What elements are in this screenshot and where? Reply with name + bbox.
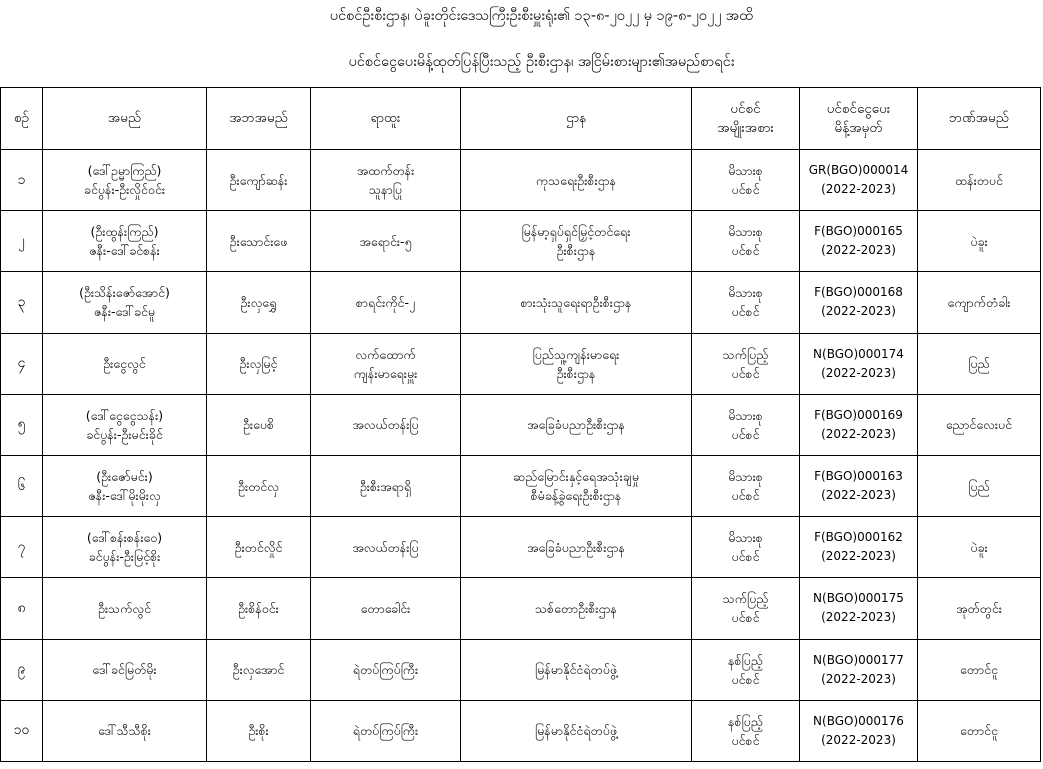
cell-pension-type: နစ်ပြည့် ပင်စင်: [692, 639, 800, 700]
cell-no: ၁: [1, 150, 43, 211]
header-father-name: အဘအမည်: [207, 88, 311, 150]
cell-no: ၂: [1, 211, 43, 272]
cell-no: ၆: [1, 455, 43, 516]
cell-department: အခြေခံပညာဦးစီးဌာန: [461, 517, 692, 578]
cell-order-number: F(BGO)000169 (2022-2023): [800, 394, 918, 455]
cell-bank: ပြည်: [918, 333, 1041, 394]
cell-bank: ထန်းတပင်: [918, 150, 1041, 211]
table-row: [1, 272, 1041, 333]
table-row: [1, 517, 1041, 578]
cell-bank: ပြည်: [918, 455, 1041, 516]
cell-pension-type: သက်ပြည့် ပင်စင်: [692, 333, 800, 394]
cell-father-name: ဦးတင်လှိုင်: [207, 517, 311, 578]
cell-pension-type: မိသားစု ပင်စင်: [692, 211, 800, 272]
cell-name: ဦးသက်လွင်: [43, 578, 207, 639]
header-no: စဉ်: [1, 88, 43, 150]
cell-department: ကုသရေးဦးစီးဌာန: [461, 150, 692, 211]
cell-department: မြန်မာနိုင်ငံရဲတပ်ဖွဲ့: [461, 639, 692, 700]
cell-rank: အရောင်း-၅: [311, 211, 461, 272]
cell-no: ၁၀: [1, 700, 43, 761]
cell-order-number: N(BGO)000175 (2022-2023): [800, 578, 918, 639]
cell-order-number: F(BGO)000162 (2022-2023): [800, 517, 918, 578]
header-name: အမည်: [43, 88, 207, 150]
cell-father-name: ဦးကျော်ဆန်း: [207, 150, 311, 211]
table-row: [1, 700, 1041, 761]
cell-name: (ဒေါ်စန်းစန်းဝေ) ခင်ပွန်း-ဦးမြင့်စိုး: [43, 517, 207, 578]
cell-order-number: GR(BGO)000014 (2022-2023): [800, 150, 918, 211]
cell-name: (ဒေါ်ဥမ္မာကြည်) ခင်ပွန်း-ဦးလှိုင်ဝင်း: [43, 150, 207, 211]
cell-rank: ရဲတပ်ကြပ်ကြီး: [311, 639, 461, 700]
cell-pension-type: မိသားစု ပင်စင်: [692, 394, 800, 455]
cell-bank: အုတ်တွင်း: [918, 578, 1041, 639]
cell-rank: စာရင်းကိုင်-၂: [311, 272, 461, 333]
pensioners-table: [0, 87, 1041, 762]
cell-no: ၃: [1, 272, 43, 333]
cell-department: အခြေခံပညာဦးစီးဌာန: [461, 394, 692, 455]
cell-bank: ကျောက်တံခါး: [918, 272, 1041, 333]
cell-name: ဦးငွေလွင်: [43, 333, 207, 394]
header-row: [1, 88, 1041, 150]
cell-bank: တောင်ငူ: [918, 639, 1041, 700]
table-row: [1, 150, 1041, 211]
table-row: [1, 394, 1041, 455]
document-title: ပင်စင်ဦးစီးဌာန၊ ပဲခူးတိုင်းဒေသကြီးဦးစီးမှူးရုံး၏ ၁၃-၈-၂၀၂၂ မှ ၁၉-၈-၂၀၂၂ အထိ: [329, 8, 754, 24]
cell-rank: အလယ်တန်းပြ: [311, 517, 461, 578]
table-body: [1, 150, 1041, 762]
cell-name: ဒေါ်ခင်မြတ်မိုး: [43, 639, 207, 700]
cell-pension-type: သက်ပြည့် ပင်စင်: [692, 578, 800, 639]
cell-pension-type: မိသားစု ပင်စင်: [692, 272, 800, 333]
cell-order-number: N(BGO)000177 (2022-2023): [800, 639, 918, 700]
cell-no: ၄: [1, 333, 43, 394]
table-row: [1, 211, 1041, 272]
cell-no: ၉: [1, 639, 43, 700]
table-row: [1, 639, 1041, 700]
document-subtitle: ပင်စင်ငွေပေးမိန့်ထုတ်ပြန်ပြီးသည့် ဦးစီးဌာန၊ အငြိမ်းစားများ၏အမည်စာရင်း: [348, 54, 735, 70]
cell-bank: ပဲခူး: [918, 211, 1041, 272]
cell-father-name: ဦးတင်လှ: [207, 455, 311, 516]
cell-department: ဆည်မြောင်းနှင့်ရေအသုံးချမှု စီမံခန့်ခွဲရေးဦးစီးဌာန: [461, 455, 692, 516]
cell-father-name: ဦးစိုး: [207, 700, 311, 761]
cell-father-name: ဦးစိန်ဝင်း: [207, 578, 311, 639]
cell-department: စားသုံးသူရေးရာဦးစီးဌာန: [461, 272, 692, 333]
cell-department: မြန်မာနိုင်ငံရဲတပ်ဖွဲ့: [461, 700, 692, 761]
cell-rank: ဦးစီးအရာရှိ: [311, 455, 461, 516]
cell-pension-type: နစ်ပြည့် ပင်စင်: [692, 700, 800, 761]
cell-bank: ပဲခူး: [918, 517, 1041, 578]
cell-bank: ညောင်လေးပင်: [918, 394, 1041, 455]
cell-bank: တောင်ငူ: [918, 700, 1041, 761]
cell-no: ၇: [1, 517, 43, 578]
cell-pension-type: မိသားစု ပင်စင်: [692, 517, 800, 578]
header-rank: ရာထူး: [311, 88, 461, 150]
cell-order-number: F(BGO)000168 (2022-2023): [800, 272, 918, 333]
table-row: [1, 455, 1041, 516]
cell-rank: ရဲတပ်ကြပ်ကြီး: [311, 700, 461, 761]
cell-rank: လက်ထောက် ကျန်းမာရေးမှူး: [311, 333, 461, 394]
cell-rank: အလယ်တန်းပြ: [311, 394, 461, 455]
cell-name: ဒေါ်သီသီစိုး: [43, 700, 207, 761]
cell-no: ၈: [1, 578, 43, 639]
cell-name: (ဦးဇော်မင်း) ဇနီး-ဒေါ်မိုးမိုးလှ: [43, 455, 207, 516]
cell-father-name: ဦးသောင်းဖေ: [207, 211, 311, 272]
cell-order-number: F(BGO)000163 (2022-2023): [800, 455, 918, 516]
cell-department: မြန်မာ့ရှပ်ရှင်မြှင့်တင်ရေး ဦးစီးဌာန: [461, 211, 692, 272]
cell-father-name: ဦးပေစိ: [207, 394, 311, 455]
cell-order-number: N(BGO)000174 (2022-2023): [800, 333, 918, 394]
header-department: ဌာန: [461, 88, 692, 150]
header-order-number: ပင်စင်ငွေပေး မိန့်အမှတ်: [800, 88, 918, 150]
cell-name: (ဒေါ်ငွေငွေသန်း) ခင်ပွန်း-ဦးမင်းခိုင်: [43, 394, 207, 455]
table-row: [1, 333, 1041, 394]
header-pension-type: ပင်စင် အမျိုးအစား: [692, 88, 800, 150]
cell-rank: တောခေါင်း: [311, 578, 461, 639]
cell-department: သစ်တောဦးစီးဌာန: [461, 578, 692, 639]
cell-father-name: ဦးလှရွှေ: [207, 272, 311, 333]
cell-rank: အထက်တန်း သူနာပြု: [311, 150, 461, 211]
cell-no: ၅: [1, 394, 43, 455]
cell-department: ပြည်သူ့ကျန်းမာရေး ဦးစီးဌာန: [461, 333, 692, 394]
cell-pension-type: မိသားစု ပင်စင်: [692, 455, 800, 516]
cell-name: (ဦးထွန်းကြည်) ဇနီး-ဒေါ်ခင်စန်း: [43, 211, 207, 272]
header-bank: ဘဏ်အမည်: [918, 88, 1041, 150]
cell-name: (ဦးသိန်းဇော်အောင်) ဇနီး-ဒေါ်ခင်မူ: [43, 272, 207, 333]
cell-order-number: F(BGO)000165 (2022-2023): [800, 211, 918, 272]
cell-order-number: N(BGO)000176 (2022-2023): [800, 700, 918, 761]
table-row: [1, 578, 1041, 639]
cell-father-name: ဦးလှမြင့်: [207, 333, 311, 394]
cell-pension-type: မိသားစု ပင်စင်: [692, 150, 800, 211]
cell-father-name: ဦးလှအောင်: [207, 639, 311, 700]
